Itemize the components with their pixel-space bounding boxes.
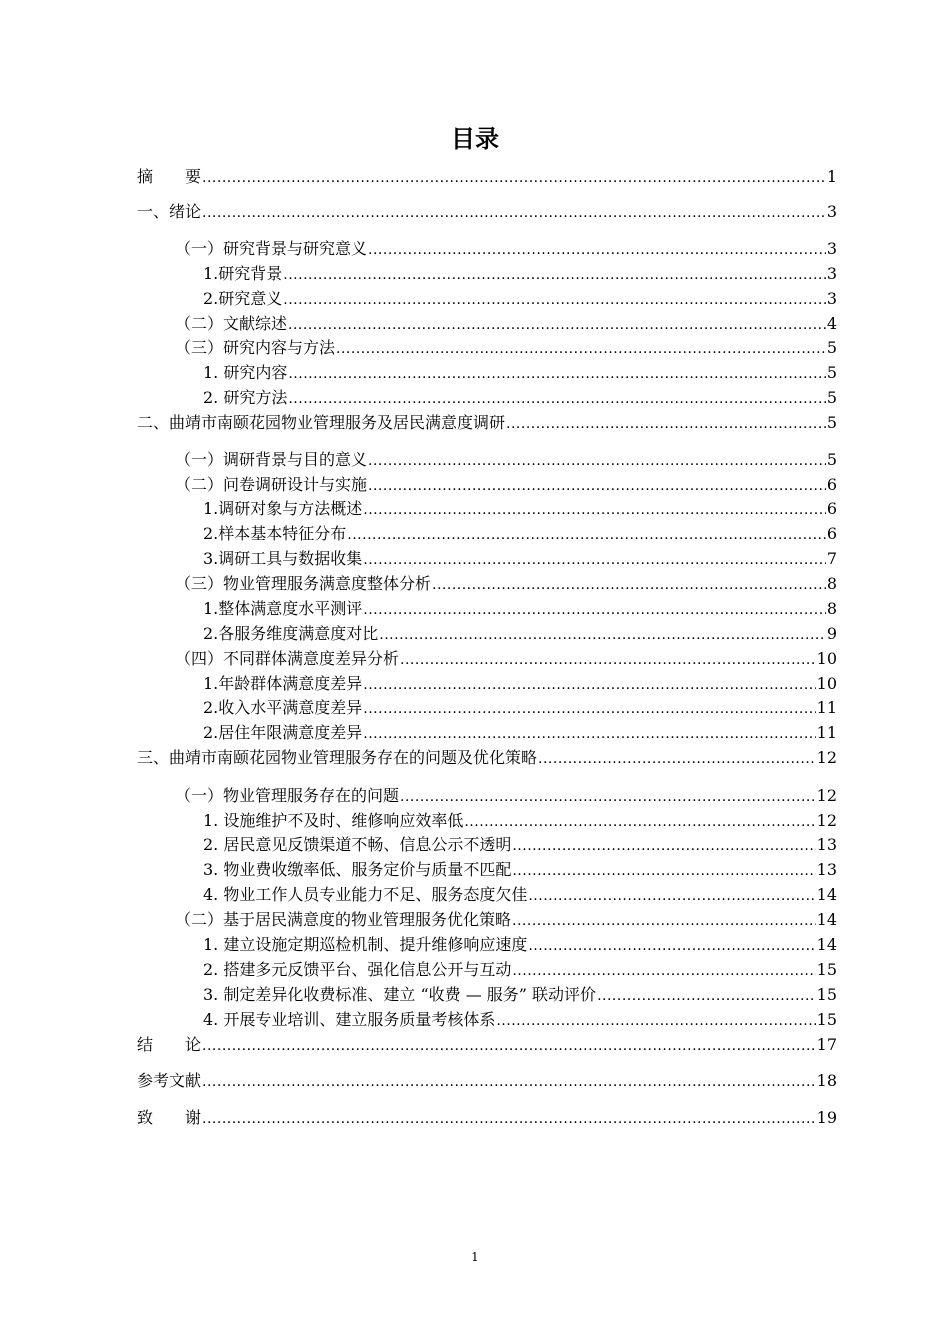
toc-entry-1-3-2[interactable] [203,387,837,410]
toc-entry-label: 2.各服务维度满意度对比 [203,624,379,643]
toc-entry-page: 7 [826,549,837,568]
toc-entry-label: （二）基于居民满意度的物业管理服务优化策略 [175,910,512,929]
toc-entry-page: 15 [816,985,837,1004]
toc-leader-dots [400,648,816,671]
toc-entry-label: 3.调研工具与数据收集 [203,549,363,568]
toc-leader-dots [363,697,815,720]
toc-leader-dots [528,884,815,907]
toc-entry-page: 14 [816,910,837,929]
toc-entry-page: 5 [826,338,837,357]
toc-leader-dots [363,673,815,696]
toc-entry-2-4-1[interactable] [203,673,837,696]
toc-entry-label: 1. 研究内容 [203,363,288,382]
toc-entry-3-1[interactable] [175,785,837,808]
toc-entry-page: 15 [816,1010,837,1029]
toc-entry-page: 3 [826,289,837,308]
toc-entry-page: 6 [826,475,837,494]
toc-entry-3-1-4[interactable] [203,884,837,907]
toc-leader-dots [283,288,826,311]
toc-entry-page: 14 [816,885,837,904]
toc-entry-page: 3 [826,264,837,283]
toc-entry-page: 17 [816,1035,837,1054]
toc-entry-page: 11 [816,698,837,717]
toc-entry-1-1-1[interactable] [203,263,837,286]
toc-leader-dots [202,166,826,189]
toc-entry-page: 5 [826,413,837,432]
toc-leader-dots [512,959,815,982]
toc-entry-label: 1.调研对象与方法概述 [203,499,363,518]
toc-leader-dots [202,1070,816,1093]
toc-entry-page: 5 [826,363,837,382]
toc-entry-page: 3 [826,239,837,258]
toc-entry-label: （一）调研背景与目的意义 [175,450,368,469]
toc-entry-2-2-3[interactable] [203,548,837,571]
toc-entry-page: 4 [826,314,837,333]
toc-leader-dots [528,934,815,957]
toc-entry-3-1-1[interactable] [203,810,837,833]
toc-entry-1-1-2[interactable] [203,288,837,311]
toc-entry-page: 5 [826,450,837,469]
toc-entry-page: 8 [826,599,837,618]
toc-entry-page: 3 [826,202,837,221]
toc-entry-2-3[interactable] [175,573,837,596]
toc-entry-conclusion[interactable] [137,1034,837,1057]
toc-leader-dots [400,785,816,808]
toc-entry-label: （二）文献综述 [175,314,288,333]
toc-entry-label: 一、绪论 [137,202,202,221]
toc-entry-2-3-1[interactable] [203,598,837,621]
toc-entry-1-3[interactable] [175,337,837,360]
toc-entry-label: 2. 居民意见反馈渠道不畅、信息公示不透明 [203,835,512,854]
toc-leader-dots [363,498,826,521]
toc-entry-label: （三）研究内容与方法 [175,338,336,357]
toc-leader-dots [496,1009,815,1032]
toc-entry-2-3-2[interactable] [203,623,837,646]
toc-entry-page: 6 [826,499,837,518]
toc-entry-ch3[interactable] [137,747,837,770]
toc-leader-dots [336,337,826,360]
toc-entry-label: 二、曲靖市南颐花园物业管理服务及居民满意度调研 [137,413,506,432]
toc-leader-dots [368,449,826,472]
toc-entry-label: 1.研究背景 [203,264,283,283]
toc-entry-label: （一）研究背景与研究意义 [175,239,368,258]
toc-entry-label: 3. 制定差异化收费标准、建立 “收费 — 服务” 联动评价 [203,985,597,1004]
toc-entry-label: 2.居住年限满意度差异 [203,723,363,742]
toc-entry-label: 2.样本基本特征分布 [203,524,347,543]
toc-entry-label: 结 论 [137,1035,202,1054]
footer-page-number: 1 [471,1250,479,1264]
toc-entry-label: 1. 设施维护不及时、维修响应效率低 [203,811,464,830]
toc-entry-label: 3. 物业费收缴率低、服务定价与质量不匹配 [203,860,512,879]
toc-entry-page: 6 [826,524,837,543]
toc-entry-page: 14 [816,935,837,954]
toc-entry-page: 19 [816,1108,837,1127]
toc-entry-label: 参考文献 [137,1071,202,1090]
toc-entry-page: 12 [816,786,837,805]
toc-leader-dots [202,201,826,224]
toc-entry-2-2-2[interactable] [203,523,837,546]
toc-entry-2-4-3[interactable] [203,722,837,745]
toc-leader-dots [363,548,826,571]
toc-entry-3-2-2[interactable] [203,959,837,982]
toc-entry-3-2-3[interactable] [203,984,837,1007]
toc-leader-dots [432,573,826,596]
toc-leader-dots [202,1107,816,1130]
toc-entry-label: 4. 开展专业培训、建立服务质量考核体系 [203,1010,496,1029]
toc-entry-page: 10 [816,649,837,668]
toc-entry-page: 13 [816,860,837,879]
toc-leader-dots [202,1034,816,1057]
toc-entry-2-2[interactable] [175,474,837,497]
toc-leader-dots [288,362,825,385]
toc-entry-page: 12 [816,811,837,830]
toc-entry-abstract[interactable] [137,166,837,189]
toc-entry-page: 1 [826,167,837,186]
toc-entry-label: （一）物业管理服务存在的问题 [175,786,400,805]
toc-entry-page: 11 [816,723,837,742]
toc-entry-page: 15 [816,960,837,979]
toc-entry-label: （二）问卷调研设计与实施 [175,475,368,494]
toc-entry-label: 三、曲靖市南颐花园物业管理服务存在的问题及优化策略 [137,748,538,767]
toc-entry-1-1[interactable] [175,238,837,261]
toc-entry-2-4-2[interactable] [203,697,837,720]
toc-entry-page: 18 [816,1071,837,1090]
toc-entry-page: 9 [826,624,837,643]
toc-entry-3-2[interactable] [175,909,837,932]
toc-leader-dots [288,313,826,336]
toc-entry-page: 13 [816,835,837,854]
toc-entry-references[interactable] [137,1070,837,1093]
toc-entry-3-1-3[interactable] [203,859,837,882]
toc-entry-label: （三）物业管理服务满意度整体分析 [175,574,432,593]
toc-leader-dots [379,623,826,646]
toc-entry-label: （四）不同群体满意度差异分析 [175,649,400,668]
toc-leader-dots [363,598,826,621]
toc-leader-dots [538,747,816,770]
toc-entry-label: 1. 建立设施定期巡检机制、提升维修响应速度 [203,935,528,954]
toc-entry-1-2[interactable] [175,313,837,336]
toc-entry-3-2-4[interactable] [203,1009,837,1032]
toc-entry-label: 2. 研究方法 [203,388,288,407]
toc-leader-dots [506,412,826,435]
toc-entry-2-1[interactable] [175,449,837,472]
toc-entry-ch2[interactable] [137,412,837,435]
toc-entry-3-2-1[interactable] [203,934,837,957]
toc-leader-dots [512,909,816,932]
toc-entry-label: 2.研究意义 [203,289,283,308]
toc-leader-dots [368,238,826,261]
toc-entry-page: 12 [816,748,837,767]
toc-entry-label: 摘 要 [137,167,202,186]
toc-entry-3-1-2[interactable] [203,834,837,857]
toc-leader-dots [597,984,816,1007]
toc-entry-1-3-1[interactable] [203,362,837,385]
toc-leader-dots [363,722,815,745]
toc-entry-ch1[interactable] [137,201,837,224]
toc-entry-label: 1.年龄群体满意度差异 [203,674,363,693]
toc-entry-2-2-1[interactable] [203,498,837,521]
toc-entry-page: 5 [826,388,837,407]
toc-leader-dots [512,834,815,857]
toc-entry-label: 4. 物业工作人员专业能力不足、服务态度欠佳 [203,885,528,904]
toc-entry-label: 1.整体满意度水平测评 [203,599,363,618]
toc-entry-label: 2. 搭建多元反馈平台、强化信息公开与互动 [203,960,512,979]
toc-entry-page: 8 [826,574,837,593]
toc-entry-page: 10 [816,674,837,693]
toc-entry-2-4[interactable] [175,648,837,671]
toc-title: 目录 [451,125,499,153]
toc-leader-dots [368,474,826,497]
toc-entry-acknowledgements[interactable] [137,1107,837,1130]
toc-leader-dots [512,859,815,882]
toc-entry-label: 2.收入水平满意度差异 [203,698,363,717]
toc-leader-dots [283,263,826,286]
toc-entry-label: 致 谢 [137,1108,202,1127]
toc-leader-dots [347,523,826,546]
toc-leader-dots [464,810,815,833]
toc-leader-dots [288,387,825,410]
